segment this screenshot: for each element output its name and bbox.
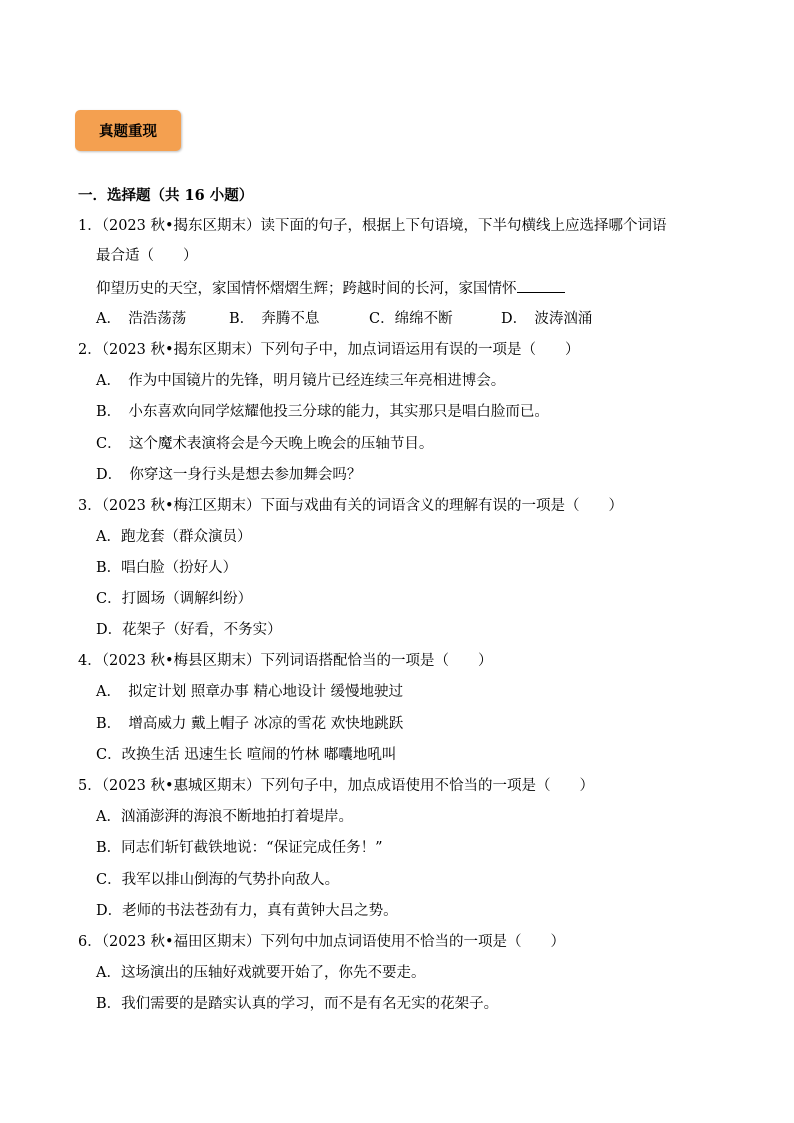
question-6-stem: 6．（2023 秋•福田区期末）下列句中加点词语使用不恰当的一项是（ ） — [78, 934, 566, 950]
q4-option-c: C．改换生活 迅速生长 喧闹的竹林 嘟囔地吼叫 — [96, 747, 397, 763]
q5-option-c: C．我军以排山倒海的气势扑向敌人。 — [96, 872, 340, 888]
question-1-sentence — [96, 278, 565, 299]
question-4-stem: 4．（2023 秋•梅县区期末）下列词语搭配恰当的一项是（ ） — [78, 653, 493, 669]
question-3-stem: 3．（2023 秋•梅江区期末）下面与戏曲有关的词语含义的理解有误的一项是（ ） — [78, 498, 624, 514]
question-1-stem-cont: 最合适（ ） — [96, 248, 198, 264]
q4-option-b: B． 增高威力 戴上帽子 冰凉的雪花 欢快地跳跃 — [96, 716, 404, 732]
q3-option-a: A．跑龙套（群众演员） — [96, 529, 252, 545]
q6-option-b: B．我们需要的是踏实认真的学习，而不是有名无实的花架子。 — [96, 996, 499, 1012]
q5-option-a: A．汹涌澎湃的海浪不断地拍打着堤岸。 — [96, 809, 353, 825]
section-badge: 真题重现 — [75, 110, 181, 151]
answer-blank — [517, 278, 565, 293]
q5-option-d: D．老师的书法苍劲有力，真有黄钟大吕之势。 — [96, 903, 398, 919]
q2-option-b: B． 小东喜欢向同学炫耀他投三分球的能力，其实那只是唱白脸而已。 — [96, 404, 549, 420]
q3-option-c: C．打圆场（调解纠纷） — [96, 591, 253, 607]
q2-option-c: C． 这个魔术表演将会是今天晚上晚会的压轴节目。 — [96, 436, 434, 452]
question-1-stem: 1．（2023 秋•揭东区期末）读下面的句子，根据上下句语境，下半句横线上应选择哪个词语 — [78, 218, 667, 234]
q2-option-d: D． 你穿这一身行头是想去参加舞会吗？ — [96, 467, 362, 483]
q2-option-a: A． 作为中国镜片的先锋，明月镜片已经连续三年亮相进博会。 — [96, 373, 506, 389]
q1-option-b: B． 奔腾不息 — [229, 311, 320, 327]
q4-option-a: A． 拟定计划 照章办事 精心地设计 缓慢地驶过 — [96, 684, 404, 700]
q3-option-d: D．花架子（好看，不务实） — [96, 622, 282, 638]
q1-option-c: C．绵绵不断 — [369, 311, 453, 327]
q3-option-b: B．唱白脸（扮好人） — [96, 560, 238, 576]
question-1-sentence-text: 仰望历史的天空，家国情怀熠熠生辉；跨越时间的长河，家国情怀 — [96, 281, 517, 297]
question-5-stem: 5．（2023 秋•惠城区期末）下列句子中，加点成语使用不恰当的一项是（ ） — [78, 778, 595, 794]
q5-option-b: B．同志们斩钉截铁地说：“保证完成任务！” — [96, 840, 383, 856]
q1-option-a: A． 浩浩荡荡 — [96, 311, 187, 327]
q6-option-a: A．这场演出的压轴好戏就要开始了，你先不要走。 — [96, 965, 426, 981]
section-title: 一．选择题（共 16 小题） — [78, 187, 254, 204]
question-2-stem: 2．（2023 秋•揭东区期末）下列句子中，加点词语运用有误的一项是（ ） — [78, 342, 580, 358]
q1-option-d: D． 波涛汹涌 — [501, 311, 593, 327]
